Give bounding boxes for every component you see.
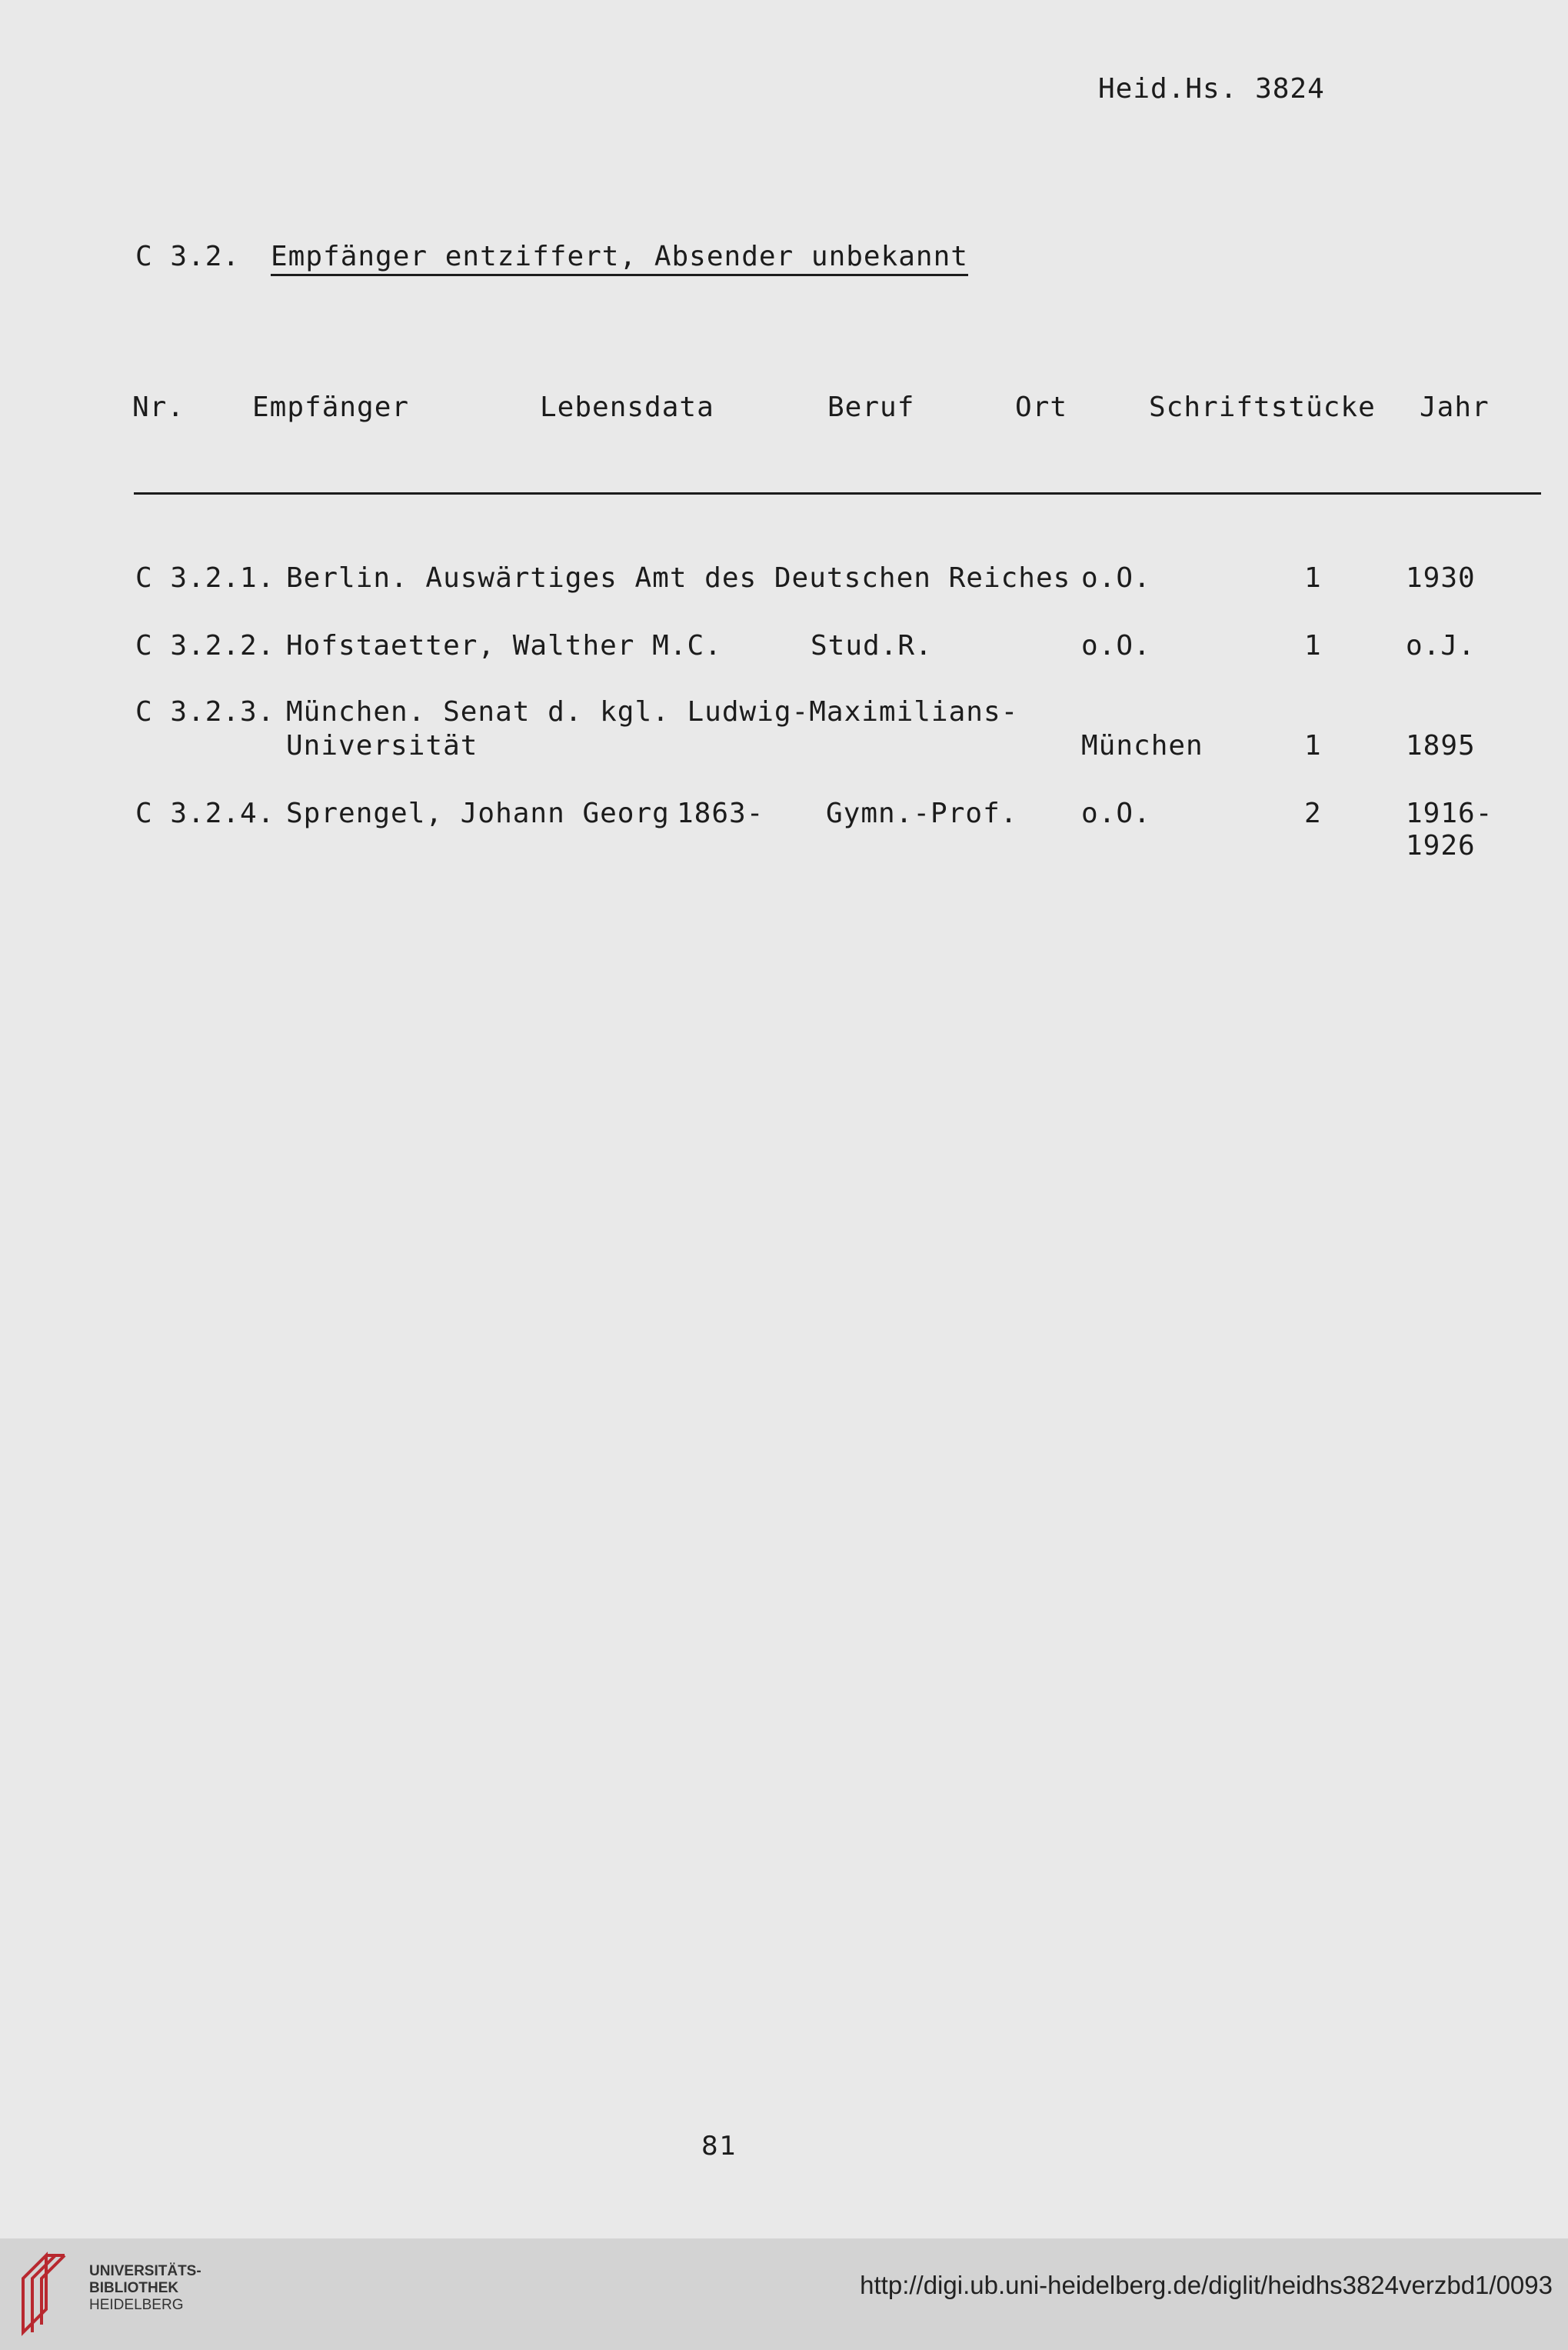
header-empfaenger: Empfänger [252,392,410,423]
header-ort: Ort [1015,392,1068,423]
row-1-ort: o.O. [1081,562,1151,594]
header-nr: Nr. [132,392,185,423]
row-2-empfaenger: Hofstaetter, Walther M.C. [286,630,722,662]
row-4-jahr-cont: 1926 [1406,830,1476,862]
row-3-empfaenger: München. Senat d. kgl. Ludwig-Maximilians- [286,696,1019,728]
header-schriftstuecke: Schriftstücke [1149,392,1376,423]
row-4-anzahl: 2 [1304,798,1322,829]
header-lebensdata: Lebensdata [540,392,714,423]
row-4-beruf: Gymn.-Prof. [826,798,1018,829]
row-2-beruf: Stud.R. [811,630,933,662]
row-1-nr: C 3.2.1. [135,562,275,594]
row-2-ort: o.O. [1081,630,1151,662]
row-1-anzahl: 1 [1304,562,1322,594]
row-2-jahr: o.J. [1406,630,1476,662]
library-line-2: BIBLIOTHEK [89,2280,179,2296]
footer-bar [0,2238,1568,2350]
library-line-3: HEIDELBERG [89,2297,184,2313]
section-title: Empfänger entziffert, Absender unbekannt [271,242,968,276]
row-3-nr: C 3.2.3. [135,696,275,728]
row-2-nr: C 3.2.2. [135,630,275,662]
row-1-jahr: 1930 [1406,562,1476,594]
row-2-anzahl: 1 [1304,630,1322,662]
library-logo-icon [15,2251,80,2337]
header-rule [134,492,1541,495]
row-4-ort: o.O. [1081,798,1151,829]
page-number: 81 [701,2131,738,2162]
row-1-empfaenger: Berlin. Auswärtiges Amt des Deutschen Reiches [286,562,1071,594]
header-jahr: Jahr [1420,392,1490,423]
row-4-jahr: 1916- [1406,798,1493,829]
section-number: C 3.2. [135,241,241,272]
row-4-lebensdata: 1863- [677,798,764,829]
row-3-empfaenger-cont: Universität [286,730,478,762]
source-url[interactable]: http://digi.ub.uni-heidelberg.de/diglit/heidhs3824verzbd1/0093 [860,2271,1553,2299]
library-line-1: UNIVERSITÄTS- [89,2263,201,2279]
row-3-jahr: 1895 [1406,730,1476,762]
row-3-anzahl: 1 [1304,730,1322,762]
row-3-ort: München [1081,730,1203,762]
row-4-empfaenger: Sprengel, Johann Georg [286,798,670,829]
library-name [89,2263,201,2314]
row-4-nr: C 3.2.4. [135,798,275,829]
header-beruf: Beruf [827,392,915,423]
shelfmark: Heid.Hs. 3824 [1098,73,1325,105]
